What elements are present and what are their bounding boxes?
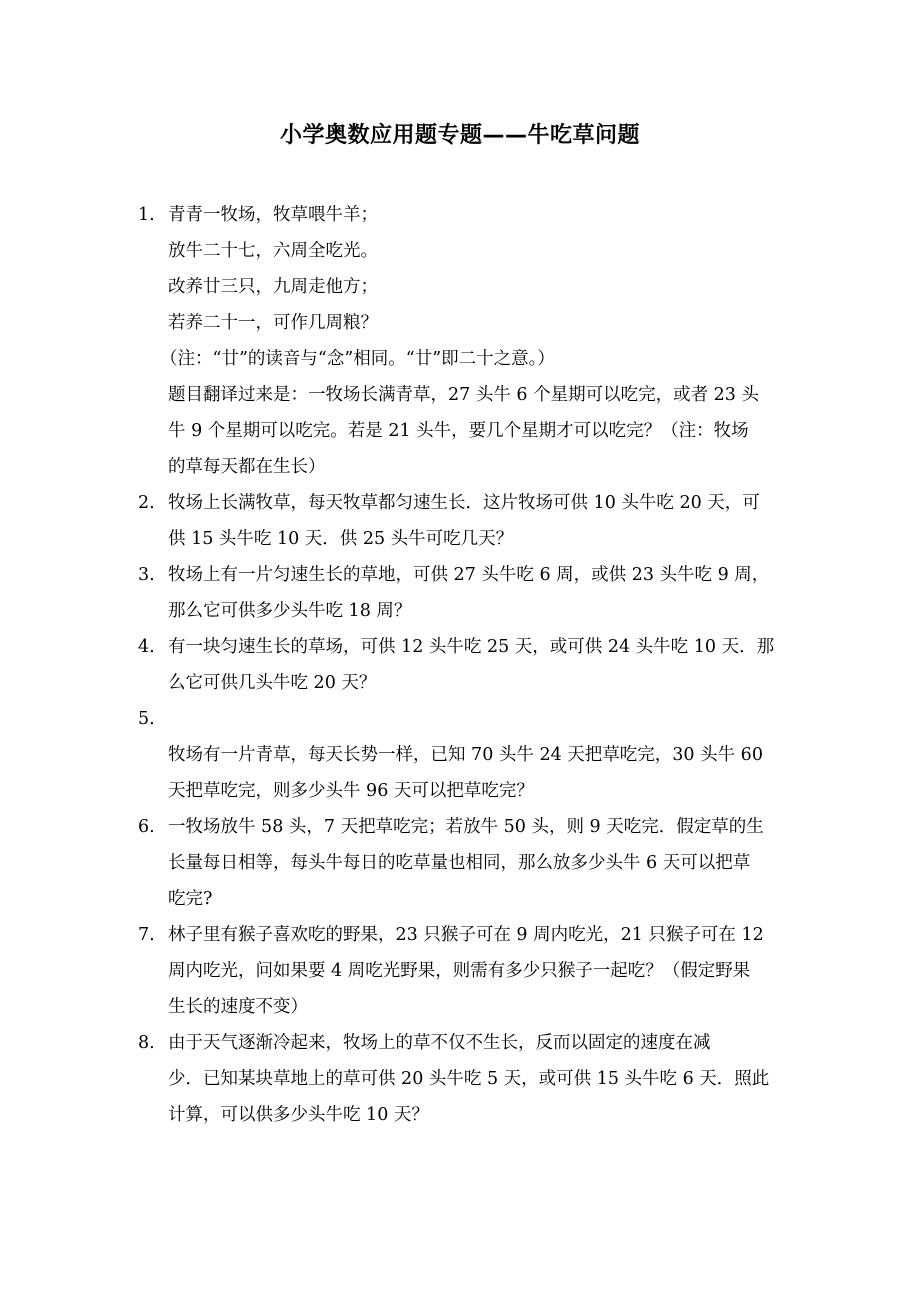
problem-3-line: 牧场上有一片匀速生长的草地，可供 27 头牛吃 6 周，或供 23 头牛吃 9 周， [168, 565, 770, 585]
problem-7-line: 生长的速度不变） [168, 997, 308, 1017]
problem-3-line: 那么它可供多少头牛吃 18 周？ [168, 601, 412, 621]
problem-5-line: 天把草吃完，则多少头牛 96 天可以把草吃完？ [168, 781, 534, 801]
problem-1-line: 题目翻译过来是：一牧场长满青草，27 头牛 6 个星期可以吃完，或者 23 头 [168, 385, 759, 405]
problem-4-number: 4. [138, 637, 155, 657]
problem-8-line: 少．已知某块草地上的草可供 20 头牛吃 5 天，或可供 15 头牛吃 6 天．照此 [168, 1069, 770, 1089]
problem-6-line: 吃完? [168, 889, 213, 909]
problem-2-line: 牧场上长满牧草，每天牧草都匀速生长．这片牧场可供 10 头牛吃 20 天，可 [168, 493, 760, 513]
problem-4-line: 么它可供几头牛吃 20 天？ [168, 673, 377, 693]
problem-1-line: 若养二十一，可作几周粮？ [168, 313, 378, 333]
problem-1-line: 改养廿三只，九周走他方； [168, 277, 378, 297]
problem-3-number: 3. [138, 565, 155, 585]
problem-7-line: 林子里有猴子喜欢吃的野果，23 只猴子可在 9 周内吃光，21 只猴子可在 12 [168, 925, 764, 945]
problem-8-line: 由于天气逐渐冷起来，牧场上的草不仅不生长，反而以固定的速度在减 [168, 1033, 711, 1053]
problem-8-number: 8. [138, 1033, 155, 1053]
problem-2-number: 2. [138, 493, 155, 513]
problem-8-line: 计算，可以供多少头牛吃 10 天？ [168, 1105, 429, 1125]
problem-1-number: 1. [138, 205, 155, 225]
problem-5-line: 牧场有一片青草，每天长势一样，已知 70 头牛 24 天把草吃完，30 头牛 60 [168, 745, 763, 765]
problem-1-note: （注：“廿”的读音与“念”相同。“廿”即二十之意。） [160, 349, 555, 369]
problem-1-line: 的草每天都在生长） [168, 457, 326, 477]
page-title: 小学奥数应用题专题——牛吃草问题 [279, 123, 640, 148]
problem-6-line: 一牧场放牛 58 头，7 天把草吃完；若放牛 50 头，则 9 天吃完．假定草的生 [168, 817, 764, 837]
problem-7-line: 周内吃光，问如果要 4 周吃光野果，则需有多少只猴子一起吃？（假定野果 [168, 961, 751, 981]
problem-1-line: 牛 9 个星期可以吃完。若是 21 头牛，要几个星期才可以吃完？（注：牧场 [168, 421, 749, 441]
problem-6-line: 长量每日相等，每头牛每日的吃草量也相同，那么放多少头牛 6 天可以把草 [168, 853, 751, 873]
problem-2-line: 供 15 头牛吃 10 天．供 25 头牛可吃几天？ [168, 529, 514, 549]
problem-1-line: 放牛二十七，六周全吃光。 [168, 241, 378, 261]
problem-5-number: 5. [138, 709, 155, 729]
problem-1-line: 青青一牧场，牧草喂牛羊； [168, 205, 378, 225]
problem-6-number: 6. [138, 817, 155, 837]
problem-7-number: 7. [138, 925, 155, 945]
problem-4-line: 有一块匀速生长的草场，可供 12 头牛吃 25 天，或可供 24 头牛吃 10 天．那 [168, 637, 775, 657]
